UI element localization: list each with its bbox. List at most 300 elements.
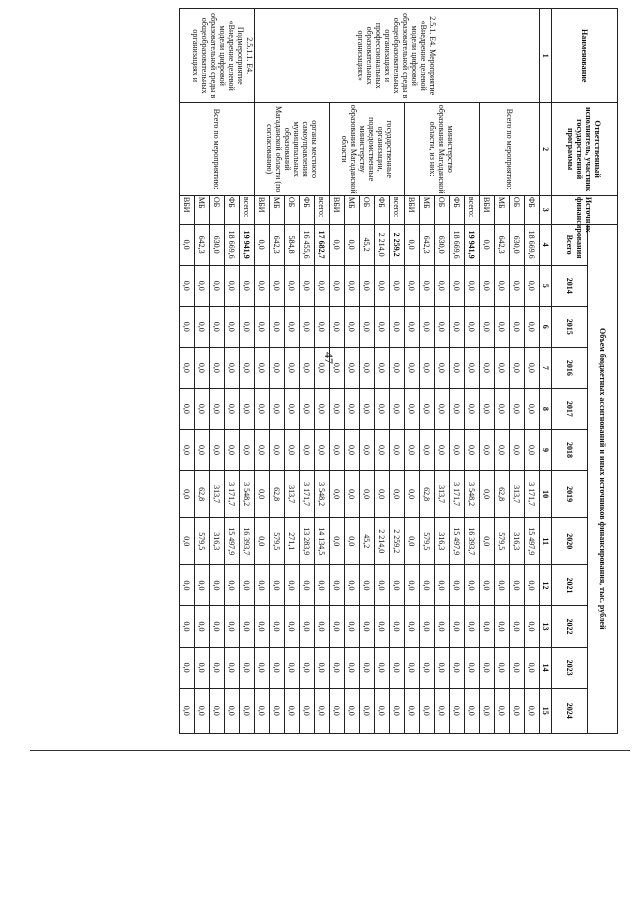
year-value: 0,0 xyxy=(180,265,195,306)
year-value: 0,0 xyxy=(285,565,300,606)
header-source: Источник финансирования xyxy=(552,195,618,224)
year-value: 0,0 xyxy=(405,518,420,565)
year-value: 0,0 xyxy=(225,388,240,429)
year-value: 271,1 xyxy=(285,518,300,565)
year-value: 0,0 xyxy=(285,606,300,647)
year-value: 0,0 xyxy=(375,306,390,347)
year-value: 0,0 xyxy=(510,347,525,388)
year-value: 0,0 xyxy=(465,306,480,347)
year-value: 0,0 xyxy=(495,306,510,347)
year-value: 0,0 xyxy=(345,565,360,606)
year-value: 316,3 xyxy=(210,518,225,565)
funding-source: ФБ xyxy=(375,195,390,224)
year-value: 0,0 xyxy=(285,347,300,388)
year-value: 0,0 xyxy=(480,265,495,306)
year-value: 0,0 xyxy=(195,347,210,388)
year-value: 0,0 xyxy=(285,647,300,688)
year-value: 3 171,7 xyxy=(300,470,315,517)
year-value: 0,0 xyxy=(405,606,420,647)
header-total: Всего xyxy=(552,224,588,265)
total-value: 16 455,6 xyxy=(300,224,315,265)
year-value: 0,0 xyxy=(225,606,240,647)
funding-source: МБ xyxy=(420,195,435,224)
year-value: 0,0 xyxy=(495,606,510,647)
year-value: 0,0 xyxy=(285,429,300,470)
year-value: 0,0 xyxy=(210,347,225,388)
year-value: 0,0 xyxy=(225,265,240,306)
funding-source: ВБИ xyxy=(255,195,270,224)
year-value: 13 283,9 xyxy=(300,518,315,565)
total-value: 0,0 xyxy=(480,224,495,265)
year-value: 3 171,7 xyxy=(225,470,240,517)
year-value: 0,0 xyxy=(255,470,270,517)
year-value: 0,0 xyxy=(510,647,525,688)
year-value: 0,0 xyxy=(525,606,540,647)
total-value: 584,8 xyxy=(285,224,300,265)
year-value: 0,0 xyxy=(330,429,345,470)
year-value: 0,0 xyxy=(510,606,525,647)
year-value: 0,0 xyxy=(255,688,270,733)
year-value: 0,0 xyxy=(240,688,255,733)
year-value: 0,0 xyxy=(495,388,510,429)
year-value: 0,0 xyxy=(210,688,225,733)
year-value: 62,8 xyxy=(420,470,435,517)
year-value: 0,0 xyxy=(300,265,315,306)
year-value: 0,0 xyxy=(420,388,435,429)
year-value: 579,5 xyxy=(420,518,435,565)
year-value: 0,0 xyxy=(450,647,465,688)
year-value: 0,0 xyxy=(450,265,465,306)
funding-source: ВБИ xyxy=(330,195,345,224)
year-value: 0,0 xyxy=(435,606,450,647)
year-value: 0,0 xyxy=(195,606,210,647)
total-value: 0,0 xyxy=(345,224,360,265)
year-value: 0,0 xyxy=(510,265,525,306)
year-value: 0,0 xyxy=(465,565,480,606)
year-value: 15 497,9 xyxy=(225,518,240,565)
year-value: 45,2 xyxy=(360,518,375,565)
year-value: 0,0 xyxy=(390,347,405,388)
year-value: 0,0 xyxy=(480,470,495,517)
year-value: 0,0 xyxy=(525,565,540,606)
year-value: 0,0 xyxy=(180,647,195,688)
column-number: 2 xyxy=(540,103,552,195)
total-value: 45,2 xyxy=(360,224,375,265)
year-value: 16 393,7 xyxy=(240,518,255,565)
funding-source: ОБ xyxy=(510,195,525,224)
year-value: 0,0 xyxy=(345,647,360,688)
year-value: 0,0 xyxy=(330,647,345,688)
year-value: 0,0 xyxy=(300,347,315,388)
year-value: 0,0 xyxy=(240,306,255,347)
year-value: 0,0 xyxy=(495,647,510,688)
total-value: 18 669,6 xyxy=(225,224,240,265)
funding-source: ВБИ xyxy=(480,195,495,224)
year-value: 0,0 xyxy=(360,429,375,470)
year-value: 0,0 xyxy=(405,647,420,688)
year-value: 0,0 xyxy=(300,306,315,347)
year-value: 0,0 xyxy=(210,606,225,647)
table-row xyxy=(465,9,480,734)
total-value: 18 669,6 xyxy=(450,224,465,265)
year-value: 0,0 xyxy=(375,429,390,470)
year-value: 0,0 xyxy=(315,388,330,429)
funding-source: всего: xyxy=(315,195,330,224)
year-value: 0,0 xyxy=(225,565,240,606)
executor-cell: государственные организации, подведомственные министерству образования Магаданской области xyxy=(330,103,405,195)
year-value: 0,0 xyxy=(435,647,450,688)
year-value: 0,0 xyxy=(390,388,405,429)
year-value: 0,0 xyxy=(525,647,540,688)
year-value: 0,0 xyxy=(345,518,360,565)
executor-cell: министерство образования Магаданской области, из них: xyxy=(405,103,480,195)
total-value: 2 259,2 xyxy=(390,224,405,265)
year-value: 0,0 xyxy=(180,470,195,517)
year-value: 0,0 xyxy=(180,688,195,733)
year-value: 579,5 xyxy=(195,518,210,565)
year-value: 0,0 xyxy=(435,565,450,606)
year-value: 0,0 xyxy=(450,688,465,733)
year-value: 0,0 xyxy=(495,688,510,733)
year-value: 313,7 xyxy=(435,470,450,517)
year-value: 0,0 xyxy=(270,606,285,647)
column-number: 10 xyxy=(540,470,552,517)
year-value: 0,0 xyxy=(225,306,240,347)
total-value: 0,0 xyxy=(255,224,270,265)
year-value: 0,0 xyxy=(495,347,510,388)
year-value: 0,0 xyxy=(435,429,450,470)
year-value: 0,0 xyxy=(450,565,465,606)
year-value: 0,0 xyxy=(525,688,540,733)
year-value: 0,0 xyxy=(255,565,270,606)
year-value: 0,0 xyxy=(180,565,195,606)
funding-source: МБ xyxy=(195,195,210,224)
year-value: 0,0 xyxy=(240,347,255,388)
funding-source: МБ xyxy=(270,195,285,224)
column-number: 15 xyxy=(540,688,552,733)
year-value: 0,0 xyxy=(285,306,300,347)
year-value: 0,0 xyxy=(480,306,495,347)
year-value: 0,0 xyxy=(270,647,285,688)
column-number: 8 xyxy=(540,388,552,429)
year-value: 0,0 xyxy=(390,606,405,647)
year-value: 0,0 xyxy=(345,470,360,517)
year-value: 0,0 xyxy=(210,647,225,688)
year-value: 0,0 xyxy=(435,688,450,733)
total-value: 642,3 xyxy=(270,224,285,265)
column-number: 13 xyxy=(540,606,552,647)
year-value: 0,0 xyxy=(210,265,225,306)
year-value: 62,8 xyxy=(195,470,210,517)
year-value: 0,0 xyxy=(480,518,495,565)
year-value: 0,0 xyxy=(225,647,240,688)
year-value: 0,0 xyxy=(420,606,435,647)
year-value: 0,0 xyxy=(525,347,540,388)
year-value: 0,0 xyxy=(315,565,330,606)
year-value: 0,0 xyxy=(300,565,315,606)
year-value: 0,0 xyxy=(420,688,435,733)
year-value: 0,0 xyxy=(435,347,450,388)
column-number: 7 xyxy=(540,347,552,388)
year-value: 3 548,2 xyxy=(465,470,480,517)
executor-cell: Всего по мероприятию: xyxy=(180,103,255,195)
funding-source: ОБ xyxy=(285,195,300,224)
header-year: 2019 xyxy=(552,470,588,517)
table-row xyxy=(390,9,405,734)
year-value: 0,0 xyxy=(315,306,330,347)
year-value: 0,0 xyxy=(465,647,480,688)
header-year: 2015 xyxy=(552,306,588,347)
year-value: 0,0 xyxy=(450,306,465,347)
year-value: 0,0 xyxy=(510,565,525,606)
year-value: 0,0 xyxy=(405,470,420,517)
year-value: 0,0 xyxy=(330,606,345,647)
year-value: 0,0 xyxy=(465,347,480,388)
year-value: 0,0 xyxy=(360,347,375,388)
year-value: 0,0 xyxy=(180,306,195,347)
year-value: 0,0 xyxy=(465,429,480,470)
year-value: 0,0 xyxy=(450,388,465,429)
year-value: 0,0 xyxy=(480,347,495,388)
year-value: 0,0 xyxy=(345,265,360,306)
year-value: 0,0 xyxy=(195,688,210,733)
year-value: 0,0 xyxy=(450,606,465,647)
year-value: 2 259,2 xyxy=(390,518,405,565)
activity-name: 2.5.1.1. Е4. Подмероприятие «Внедрение целевой модели цифровой образовательной среды в общеобразовательных организациях и xyxy=(180,9,255,103)
year-value: 0,0 xyxy=(300,688,315,733)
year-value: 0,0 xyxy=(360,388,375,429)
total-value: 630,0 xyxy=(435,224,450,265)
funding-source: ОБ xyxy=(210,195,225,224)
funding-source: ФБ xyxy=(525,195,540,224)
year-value: 0,0 xyxy=(525,265,540,306)
year-value: 0,0 xyxy=(375,388,390,429)
activity-name: 2.5.1. Е4. Мероприятие «Внедрение целевой модели цифровой образовательной среды в общеобразовательных организациях и профессиональных образовательных организациях» xyxy=(255,9,540,103)
year-value: 0,0 xyxy=(195,265,210,306)
year-value: 0,0 xyxy=(315,265,330,306)
total-value: 19 941,9 xyxy=(465,224,480,265)
year-value: 0,0 xyxy=(180,606,195,647)
year-value: 0,0 xyxy=(270,688,285,733)
total-value: 2 214,0 xyxy=(375,224,390,265)
year-value: 3 548,2 xyxy=(240,470,255,517)
year-value: 0,0 xyxy=(510,306,525,347)
year-value: 0,0 xyxy=(510,388,525,429)
header-volume: Объем бюджетных ассигнований и иных источников финансирования, тыс. рублей xyxy=(588,224,618,733)
total-value: 18 669,6 xyxy=(525,224,540,265)
year-value: 313,7 xyxy=(210,470,225,517)
year-value: 0,0 xyxy=(345,388,360,429)
year-value: 0,0 xyxy=(345,306,360,347)
year-value: 0,0 xyxy=(375,347,390,388)
year-value: 0,0 xyxy=(420,306,435,347)
year-value: 313,7 xyxy=(510,470,525,517)
year-value: 0,0 xyxy=(465,688,480,733)
year-value: 0,0 xyxy=(420,647,435,688)
year-value: 0,0 xyxy=(330,565,345,606)
year-value: 0,0 xyxy=(240,265,255,306)
year-value: 0,0 xyxy=(345,429,360,470)
table-row xyxy=(525,9,540,734)
table-row xyxy=(240,9,255,734)
year-value: 0,0 xyxy=(495,265,510,306)
year-value: 0,0 xyxy=(330,518,345,565)
year-value: 0,0 xyxy=(435,265,450,306)
year-value: 0,0 xyxy=(270,306,285,347)
year-value: 0,0 xyxy=(435,306,450,347)
year-value: 0,0 xyxy=(375,647,390,688)
year-value: 0,0 xyxy=(255,347,270,388)
header-year: 2023 xyxy=(552,647,588,688)
funding-source: ОБ xyxy=(435,195,450,224)
year-value: 3 171,7 xyxy=(450,470,465,517)
funding-source: ВБИ xyxy=(180,195,195,224)
year-value: 0,0 xyxy=(405,265,420,306)
funding-source: МБ xyxy=(495,195,510,224)
year-value: 0,0 xyxy=(270,265,285,306)
year-value: 0,0 xyxy=(450,429,465,470)
year-value: 0,0 xyxy=(480,688,495,733)
year-value: 16 393,7 xyxy=(465,518,480,565)
year-value: 0,0 xyxy=(195,565,210,606)
year-value: 0,0 xyxy=(210,388,225,429)
year-value: 0,0 xyxy=(195,647,210,688)
header-year: 2014 xyxy=(552,265,588,306)
year-value: 0,0 xyxy=(360,606,375,647)
year-value: 0,0 xyxy=(330,347,345,388)
budget-table xyxy=(179,8,618,734)
year-value: 316,3 xyxy=(510,518,525,565)
year-value: 0,0 xyxy=(375,470,390,517)
total-value: 19 941,9 xyxy=(240,224,255,265)
year-value: 0,0 xyxy=(285,265,300,306)
year-value: 0,0 xyxy=(195,388,210,429)
total-value: 0,0 xyxy=(330,224,345,265)
header-year: 2016 xyxy=(552,347,588,388)
year-value: 0,0 xyxy=(405,347,420,388)
column-number: 9 xyxy=(540,429,552,470)
year-value: 0,0 xyxy=(465,265,480,306)
year-value: 0,0 xyxy=(255,265,270,306)
year-value: 0,0 xyxy=(330,688,345,733)
year-value: 0,0 xyxy=(480,565,495,606)
column-number: 4 xyxy=(540,224,552,265)
header-name: Наименование xyxy=(552,9,618,103)
column-number: 5 xyxy=(540,265,552,306)
year-value: 0,0 xyxy=(405,565,420,606)
year-value: 0,0 xyxy=(195,429,210,470)
year-value: 0,0 xyxy=(330,470,345,517)
year-value: 0,0 xyxy=(330,265,345,306)
header-year: 2022 xyxy=(552,606,588,647)
year-value: 0,0 xyxy=(225,429,240,470)
year-value: 0,0 xyxy=(210,565,225,606)
column-number: 6 xyxy=(540,306,552,347)
year-value: 0,0 xyxy=(180,347,195,388)
year-value: 0,0 xyxy=(360,565,375,606)
year-value: 0,0 xyxy=(390,688,405,733)
total-value: 642,3 xyxy=(495,224,510,265)
year-value: 0,0 xyxy=(255,647,270,688)
page-divider-line xyxy=(30,750,630,751)
funding-source: ФБ xyxy=(450,195,465,224)
year-value: 0,0 xyxy=(495,429,510,470)
year-value: 0,0 xyxy=(480,388,495,429)
year-value: 0,0 xyxy=(405,388,420,429)
year-value: 0,0 xyxy=(210,429,225,470)
year-value: 0,0 xyxy=(495,565,510,606)
year-value: 0,0 xyxy=(360,265,375,306)
year-value: 313,7 xyxy=(285,470,300,517)
executor-cell: Всего по мероприятию: xyxy=(480,103,540,195)
year-value: 0,0 xyxy=(375,606,390,647)
year-value: 0,0 xyxy=(330,388,345,429)
year-value: 0,0 xyxy=(270,388,285,429)
total-value: 0,0 xyxy=(180,224,195,265)
year-value: 0,0 xyxy=(225,347,240,388)
year-value: 0,0 xyxy=(510,429,525,470)
year-value: 0,0 xyxy=(210,306,225,347)
year-value: 579,5 xyxy=(495,518,510,565)
year-value: 0,0 xyxy=(345,688,360,733)
year-value: 0,0 xyxy=(480,429,495,470)
year-value: 0,0 xyxy=(345,606,360,647)
year-value: 0,0 xyxy=(480,647,495,688)
year-value: 0,0 xyxy=(480,606,495,647)
year-value: 0,0 xyxy=(390,429,405,470)
year-value: 62,8 xyxy=(495,470,510,517)
year-value: 0,0 xyxy=(285,688,300,733)
year-value: 0,0 xyxy=(360,470,375,517)
year-value: 0,0 xyxy=(375,565,390,606)
year-value: 0,0 xyxy=(390,647,405,688)
header-year: 2024 xyxy=(552,688,588,733)
total-value: 630,0 xyxy=(510,224,525,265)
year-value: 0,0 xyxy=(390,565,405,606)
year-value: 0,0 xyxy=(180,388,195,429)
funding-source: всего: xyxy=(390,195,405,224)
page-number: 47 xyxy=(322,352,336,364)
year-value: 0,0 xyxy=(300,606,315,647)
column-number: 11 xyxy=(540,518,552,565)
year-value: 0,0 xyxy=(180,518,195,565)
header-executor: Ответственный исполнитель, участник государственной программы xyxy=(552,103,618,195)
year-value: 2 214,0 xyxy=(375,518,390,565)
year-value: 0,0 xyxy=(360,647,375,688)
year-value: 0,0 xyxy=(510,688,525,733)
year-value: 0,0 xyxy=(255,429,270,470)
column-number: 3 xyxy=(540,195,552,224)
funding-source: всего: xyxy=(240,195,255,224)
year-value: 0,0 xyxy=(390,470,405,517)
year-value: 0,0 xyxy=(315,688,330,733)
year-value: 0,0 xyxy=(405,306,420,347)
year-value: 0,0 xyxy=(240,388,255,429)
funding-source: ФБ xyxy=(300,195,315,224)
total-value: 0,0 xyxy=(405,224,420,265)
table-row xyxy=(315,9,330,734)
funding-source: ФБ xyxy=(225,195,240,224)
year-value: 0,0 xyxy=(315,647,330,688)
year-value: 0,0 xyxy=(435,388,450,429)
year-value: 0,0 xyxy=(180,429,195,470)
column-number: 14 xyxy=(540,647,552,688)
total-value: 642,3 xyxy=(195,224,210,265)
year-value: 0,0 xyxy=(270,347,285,388)
total-value: 642,3 xyxy=(420,224,435,265)
year-value: 0,0 xyxy=(240,565,255,606)
funding-source: ОБ xyxy=(360,195,375,224)
